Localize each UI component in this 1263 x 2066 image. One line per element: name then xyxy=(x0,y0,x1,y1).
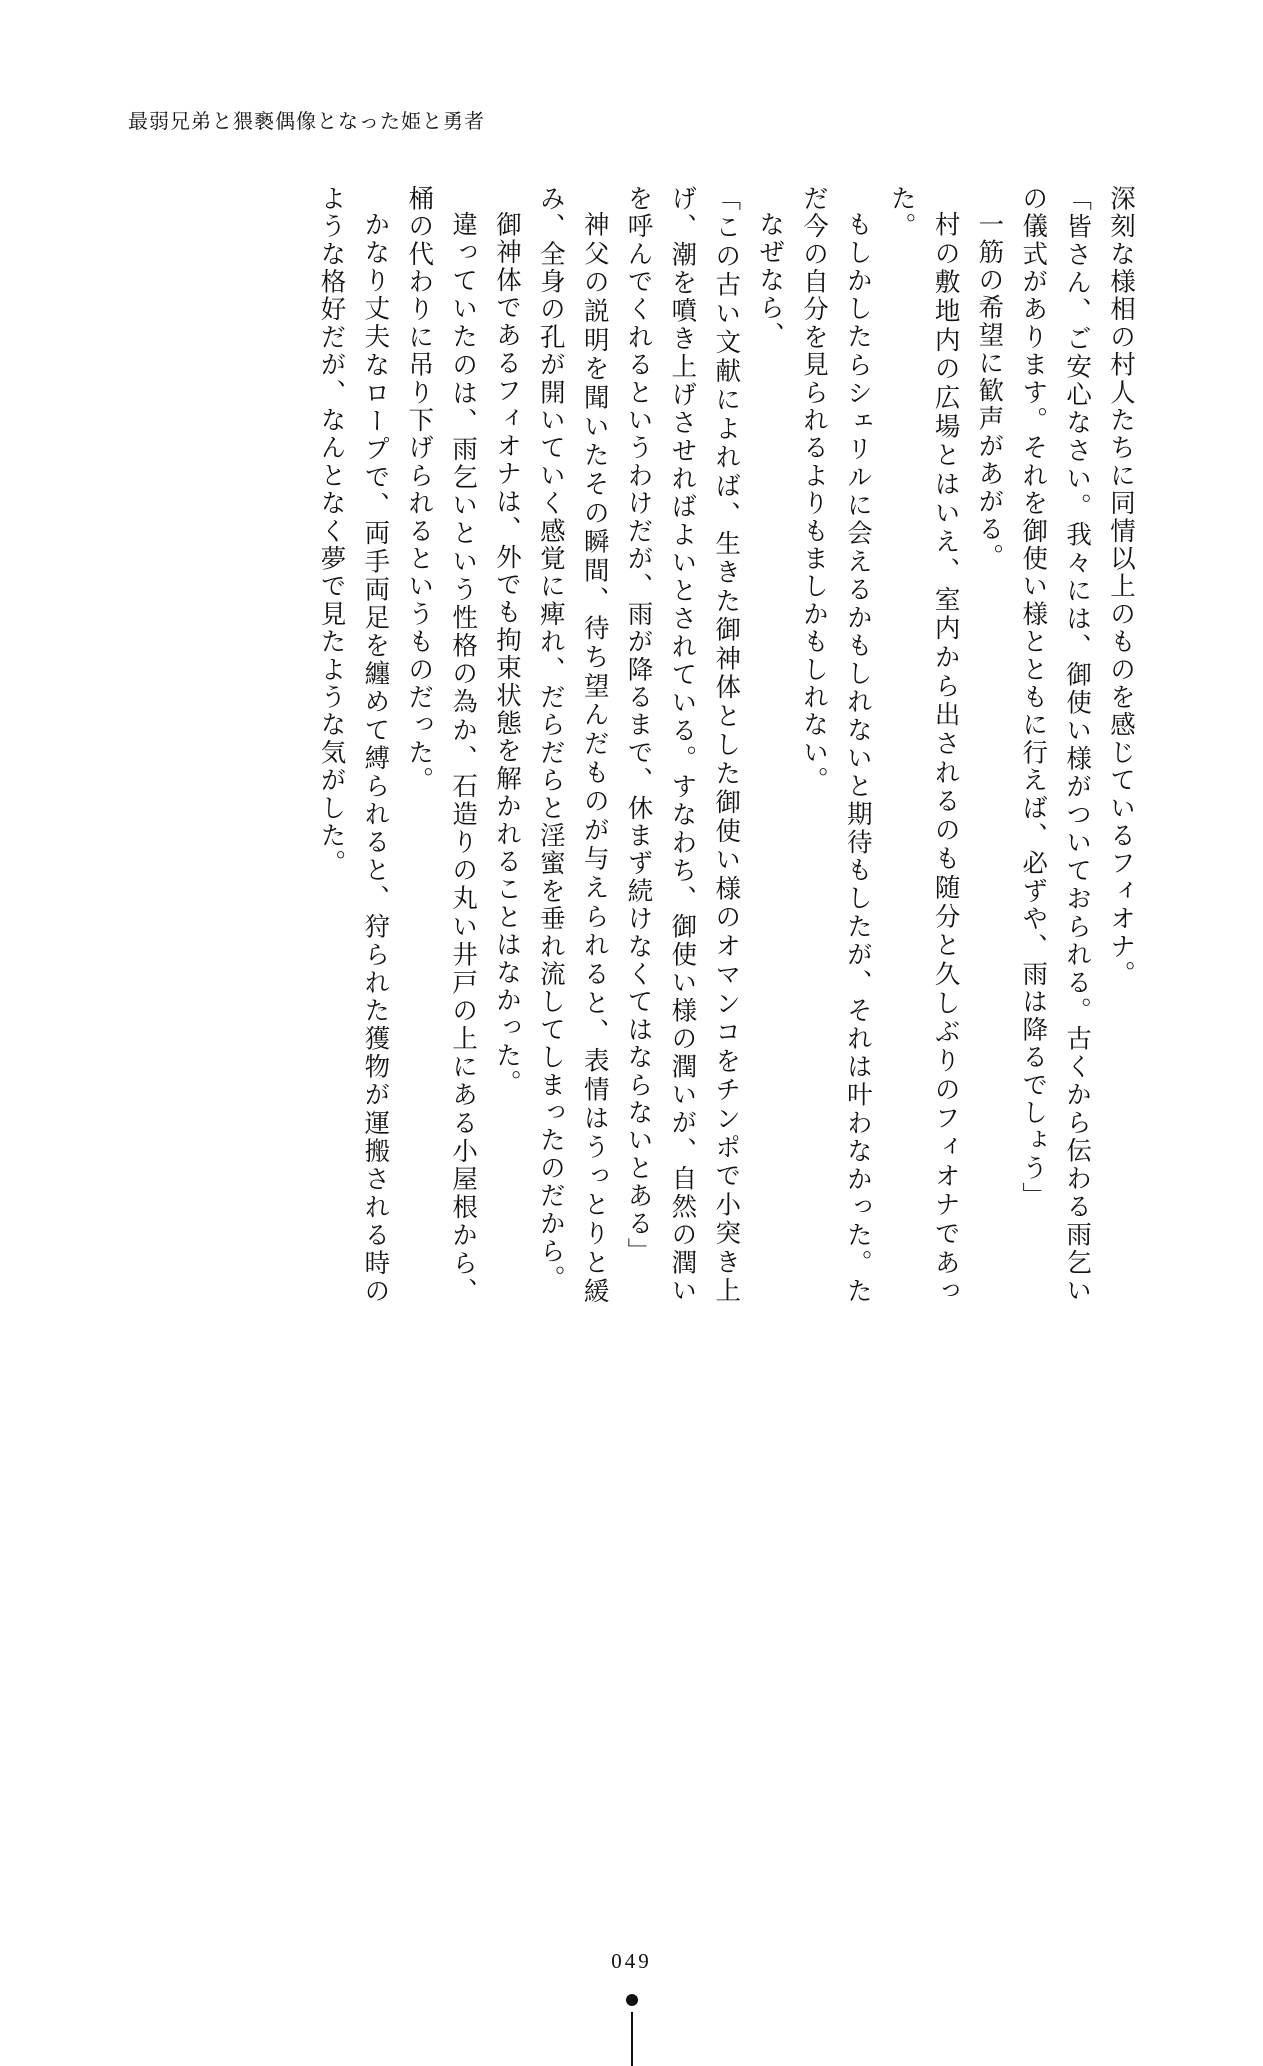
paragraph: なぜなら、 xyxy=(756,210,786,349)
paragraph: 深刻な様相の村人たちに同情以上のものを感じているフィオナ。 xyxy=(1107,185,1136,989)
running-header: 最弱兄弟と猥褻偶像となった姫と勇者 xyxy=(128,111,485,133)
paragraph: かなり丈夫なロープで、両手両足を纏めて縛られると、狩られた獲物が運搬される時のような格好だが、なんとなく夢で見たような気がした。 xyxy=(317,185,391,1305)
paragraph: 神父の説明を聞いたその瞬間、待ち望んだものが与えられると、表情はうっとりと緩み、全身の孔が開いていく感覚に痺れ、だらだらと淫蜜を垂れ流してしまったのだから。 xyxy=(536,185,610,1305)
paragraph: もしかしたらシェリルに会えるかもしれないと期待もしたが、それは叶わなかった。ただ今の自分を見られるよりもましかもしれない。 xyxy=(799,185,873,1305)
footer-rule xyxy=(631,2012,633,2066)
page-number: 049 xyxy=(611,1949,652,1973)
body-text-block xyxy=(223,185,1143,1305)
footer-dot-icon xyxy=(626,1994,638,2006)
paragraph: 御神体であるフィオナは、外でも拘束状態を解かれることはなかった。 xyxy=(492,210,522,1097)
paragraph: 違っていたのは、雨乞いという性格の為か、石造りの丸い井戸の上にある小屋根から、桶の代わりに吊り下げられるというものだった。 xyxy=(405,185,479,1305)
paragraph: 一筋の希望に歓声があがる。 xyxy=(975,210,1005,571)
paragraph: 村の敷地内の広場とはいえ、室内から出されるのも随分と久しぶりのフィオナであった。 xyxy=(887,185,961,1305)
page-footer-mark xyxy=(625,1994,639,2066)
paragraph: 「皆さん、ご安心なさい。我々には、御使い様がついておられる。古くから伝わる雨乞いの儀式があります。それを御使い様とともに行えば、必ずや、雨は降るでしょう」 xyxy=(1019,185,1093,1305)
paragraph: 「この古い文献によれば、生きた御神体とした御使い様のオマンコをチンポで小突き上げ、潮を噴き上げさせればよいとされている。すなわち、御使い様の潤いが、自然の潤いを呼んでくれるというわけだが、雨が降るまで、休まず続けなくてはならないとある」 xyxy=(624,185,742,1305)
